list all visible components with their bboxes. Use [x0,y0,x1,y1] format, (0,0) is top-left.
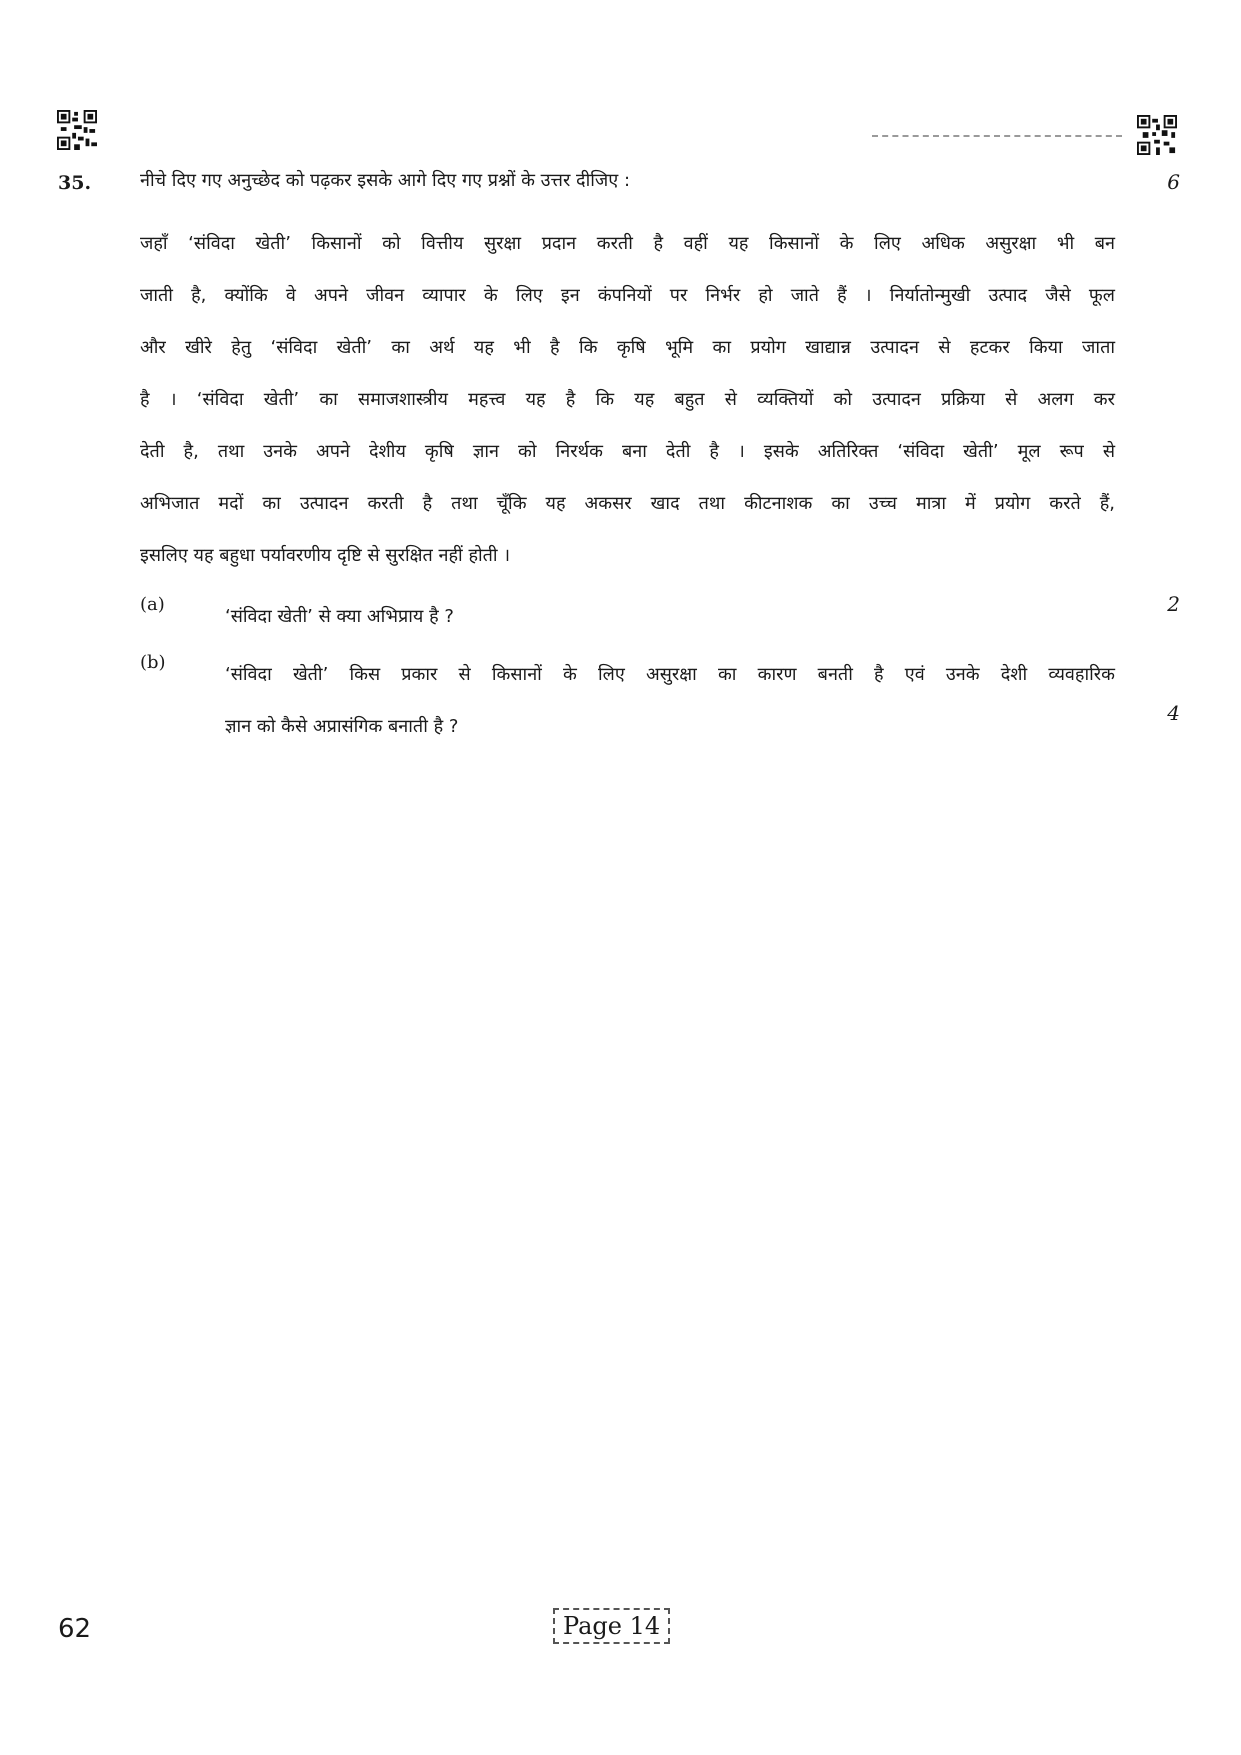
sub-question-a-text [225,591,1115,643]
sub-question-a-label: (a) [140,594,165,615]
sub-question-b-marks: 4 [1167,701,1180,725]
passage [140,218,1115,582]
passage-line: देती है, तथा उनके अपने देशीय कृषि ज्ञान को निरर्थक बना देती है । इसके अतिरिक्त ‘संविदा खेती’ मूल रूप से [140,441,1115,462]
sub-question-b-label: (b) [140,652,166,673]
question-number: 35. [58,172,92,194]
qr-code-icon [57,110,97,150]
page-number: Page 14 [553,1608,670,1644]
sub-question-a-marks: 2 [1167,592,1180,616]
passage-line: इसलिए यह बहुधा पर्यावरणीय दृष्टि से सुरक्षित नहीं होती । [140,545,511,566]
passage-line: है । ‘संविदा खेती’ का समाजशास्त्रीय महत्त्व यह है कि यह बहुत से व्यक्तियों को उत्पादन प्रक्रिया से अलग कर [140,389,1115,410]
question-intro: नीचे दिए गए अनुच्छेद को पढ़कर इसके आगे दिए गए प्रश्नों के उत्तर दीजिए : [140,170,631,191]
paper-code: 62 [58,1614,92,1644]
passage-line: जाती है, क्योंकि वे अपने जीवन व्यापार के लिए इन कंपनियों पर निर्भर हो जाते हैं । निर्यातोन्मुखी उत्पाद जैसे फूल [140,285,1115,306]
sub-question-line: ‘संविदा खेती’ किस प्रकार से किसानों के लिए असुरक्षा का कारण बनती है एवं उनके देशी व्यवहारिक [225,664,1115,685]
qr-code-icon [1137,115,1177,155]
question-marks: 6 [1167,170,1180,194]
passage-line: और खीरे हेतु ‘संविदा खेती’ का अर्थ यह भी है कि कृषि भूमि का प्रयोग खाद्यान्न उत्पादन से हटकर किया जाता [140,337,1115,358]
passage-line: अभिजात मदों का उत्पादन करती है तथा चूँकि यह अकसर खाद तथा कीटनाशक का उच्च मात्रा में प्रयोग करते हैं, [140,493,1115,514]
header-divider [872,135,1122,137]
passage-line: जहाँ ‘संविदा खेती’ किसानों को वित्तीय सुरक्षा प्रदान करती है वहीं यह किसानों के लिए अधिक असुरक्षा भी बन [140,233,1115,254]
sub-question-line: ‘संविदा खेती’ से क्या अभिप्राय है ? [225,606,454,627]
sub-question-b-text [225,649,1115,753]
sub-question-line: ज्ञान को कैसे अप्रासंगिक बनाती है ? [225,716,459,737]
